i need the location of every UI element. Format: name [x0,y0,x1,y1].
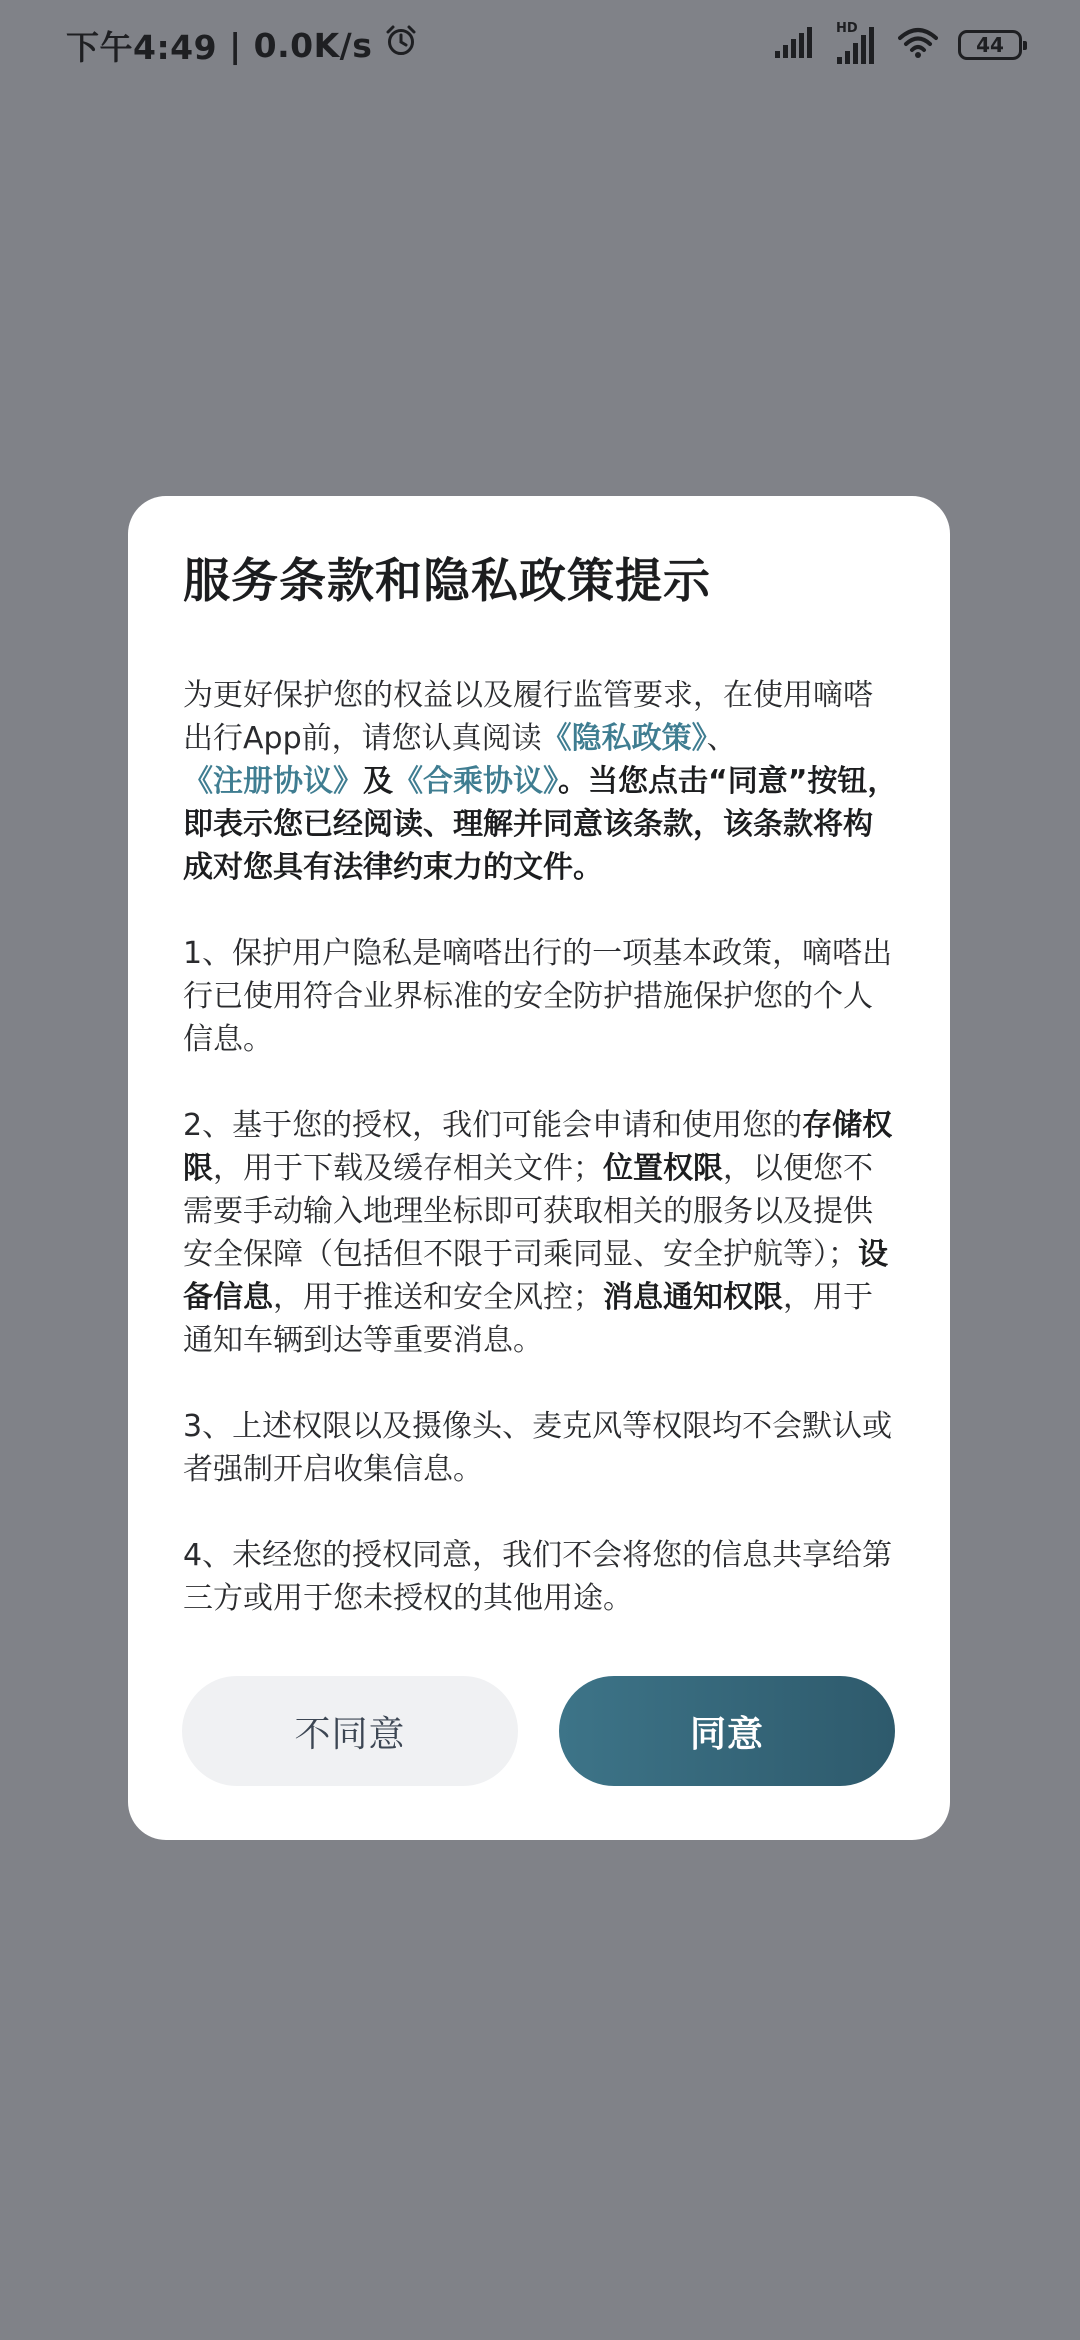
status-bar [0,0,1080,90]
hd-label: HD [836,21,858,36]
item-4-paragraph: 4、未经您的授权同意，我们不会将您的信息共享给第三方或用于您未授权的其他用途。 [183,1538,893,1616]
item-2-paragraph [183,1104,898,1362]
status-left [66,20,418,70]
agree-button[interactable]: 同意 [559,1676,895,1786]
item-2-text-1: 2、基于您的授权，我们可能会申请和使用您的 [183,1108,803,1143]
privacy-policy-link[interactable]: 《隐私政策》 [541,721,707,756]
alarm-clock-icon [384,24,418,66]
intro-text: 为更好保护您的权益以及履行监管要求，在使用嘀嗒出行App前，请您认真阅读 [183,678,873,756]
dialog-title: 服务条款和隐私政策提示 [183,554,711,609]
notification-permission: 消息通知权限 [603,1280,783,1315]
status-time: 下午4:49 [66,27,218,67]
intro-bold-tail: 。当您点击“同意”按钮，即表示您已经阅读、理解并同意该条款，该条款将构成对您具有法律约束力的文件。 [183,764,898,885]
device-info: 设备信息 [183,1237,888,1315]
intro-paragraph [183,674,898,889]
item-2-text-4: ，用于推送和安全风控； [273,1280,603,1315]
network-speed: 0.0K/s [253,25,373,65]
wifi-icon [898,27,938,63]
register-agreement-link[interactable]: 《注册协议》 [183,764,363,799]
status-right [774,22,1022,68]
battery-icon [958,30,1022,60]
item-1-paragraph: 1、保护用户隐私是嘀嗒出行的一项基本政策，嘀嗒出行已使用符合业界标准的安全防护措施保护您的个人信息。 [183,936,893,1057]
intro-separator: 、 [706,721,737,756]
item-2-text-5: ，用于通知车辆到达等重要消息。 [183,1280,873,1358]
location-permission: 位置权限 [603,1151,723,1186]
disagree-button[interactable]: 不同意 [182,1676,518,1786]
cellular-signal-icon [774,27,816,63]
privacy-dialog [128,496,950,1840]
intro-and: 及 [363,764,393,799]
battery-level: 44 [976,33,1004,57]
hd-cellular-signal-icon [836,21,878,65]
item-2-text-3: ，以便您不需要手动输入地理坐标即可获取相关的服务以及提供安全保障（包括但不限于司乘同显、安全护航等）； [183,1151,873,1272]
status-separator: | [229,25,242,65]
dialog-body [183,674,898,1620]
item-3-paragraph: 3、上述权限以及摄像头、麦克风等权限均不会默认或者强制开启收集信息。 [183,1409,893,1487]
storage-permission: 存储权限 [183,1108,893,1186]
item-2-text-2: ，用于下载及缓存相关文件； [213,1151,603,1186]
carpool-agreement-link[interactable]: 《合乘协议》 [393,764,558,799]
